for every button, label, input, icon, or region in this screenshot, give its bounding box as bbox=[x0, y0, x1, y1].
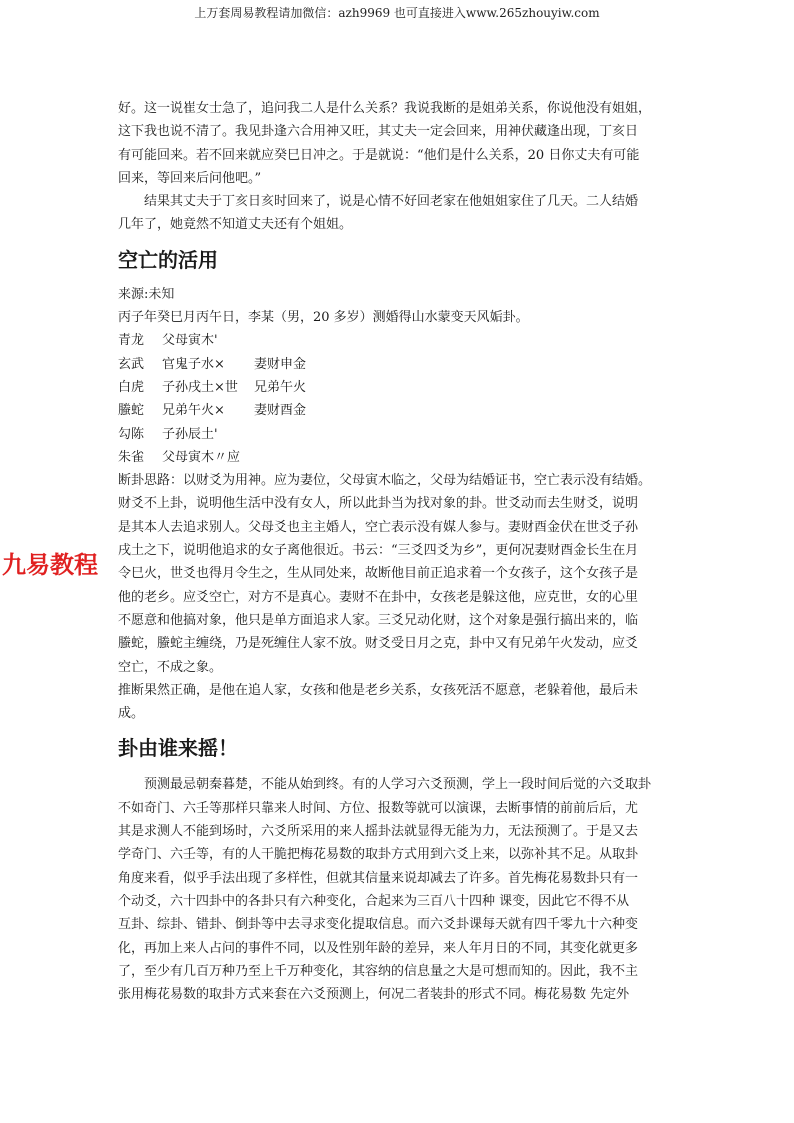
six-god: 勾陈 bbox=[118, 426, 145, 442]
six-god: 玄武 bbox=[118, 356, 145, 372]
text-line: 这下我也说不清了。我见卦逢六合用神又旺，其丈夫一定会回来，用神伏藏逢出现，丁亥日 bbox=[118, 124, 639, 140]
yao-row bbox=[118, 329, 678, 352]
main-yao: 子孙辰土' bbox=[162, 426, 218, 442]
intro-paragraph-2 bbox=[118, 190, 678, 237]
main-yao: 兄弟午火× bbox=[162, 403, 225, 419]
hexagram-table bbox=[118, 329, 678, 469]
source-line: 来源:未知 bbox=[118, 286, 175, 302]
main-yao: 父母寅木〃应 bbox=[162, 449, 241, 465]
six-god: 白虎 bbox=[118, 379, 145, 395]
text-line: 预测最忌朝秦暮楚，不能从始到终。有的人学习六爻预测，学上一段时间后觉的六爻取卦 bbox=[144, 777, 652, 793]
intro-paragraph-1 bbox=[118, 97, 678, 190]
section2-paragraph bbox=[118, 773, 678, 1006]
main-yao: 子孙戌土×世 bbox=[162, 379, 238, 395]
text-line: 他的老乡。应爻空亡，对方不是真心。妻财不在卦中，女孩老是躲这他，应克世，女的心里 bbox=[118, 589, 639, 605]
text-line: 成。 bbox=[118, 706, 145, 722]
text-line: 几年了，她竟然不知道丈夫还有个姐姐。 bbox=[118, 217, 353, 233]
text-line: 戌土之下，说明他追求的女子离他很近。书云：“三爻四爻为乡”，更何况妻财酉金长生在月 bbox=[118, 543, 639, 559]
section-title-kongwang: 空亡的活用 bbox=[118, 247, 218, 272]
text-line: 螣蛇，螣蛇主缠绕，乃是死缠住人家不放。财爻受日月之克，卦中又有兄弟午火发动，应爻 bbox=[118, 636, 639, 652]
main-yao: 父母寅木' bbox=[162, 333, 218, 349]
text-line: 空亡，不成之象。 bbox=[118, 659, 223, 675]
watermark-logo: 九易教程 bbox=[2, 551, 98, 579]
text-line: 结果其丈夫于丁亥日亥时回来了，说是心情不好回老家在他姐姐家住了几天。二人结婚 bbox=[144, 194, 639, 210]
analysis-paragraph bbox=[118, 469, 678, 679]
six-god: 螣蛇 bbox=[118, 403, 145, 419]
text-line: 化，再加上来人占问的事件不同，以及性别年龄的差异，来人年月日的不同，其变化就更多 bbox=[118, 940, 639, 956]
text-line: 张用梅花易数的取卦方式来套在六爻预测上，何况二者装卦的形式不同。梅花易数 先定外 bbox=[118, 987, 630, 1003]
yao-row bbox=[118, 353, 678, 376]
text-line: 了，至少有几百万种乃至上千万种变化，其容纳的信息量之大是可想而知的。因此，我不主 bbox=[118, 963, 639, 979]
document-body bbox=[118, 97, 678, 1006]
page-header: 上万套周易教程请加微信：azh9969 也可直接进入www.265zhouyiw.com bbox=[194, 6, 600, 20]
text-line: 互卦、综卦、错卦、倒卦等中去寻求变化提取信息。而六爻卦课每天就有四千零九十六种变 bbox=[118, 917, 639, 933]
changed-yao: 妻财酉金 bbox=[254, 403, 307, 419]
text-line: 令巳火，世爻也得月令生之，生从同处来，故断他目前正追求着一个女孩子，这个女孩子是 bbox=[118, 566, 639, 582]
section-title-who-shakes: 卦由谁来摇！ bbox=[118, 736, 238, 761]
yao-row bbox=[118, 423, 678, 446]
text-line: 财爻不上卦，说明他生活中没有女人，所以此卦当为找对象的卦。世爻动而去生财爻，说明 bbox=[118, 496, 639, 512]
yao-row bbox=[118, 376, 678, 399]
text-line: 不愿意和他搞对象，他只是单方面追求人家。三爻兄动化财，这个对象是强行搞出来的，临 bbox=[118, 612, 639, 628]
text-line: 是其本人去追求别人。父母爻也主主婚人，空亡表示没有媒人参与。妻财酉金伏在世爻子孙 bbox=[118, 519, 639, 535]
text-line: 断卦思路：以财爻为用神。应为妻位，父母寅木临之，父母为结婚证书，空亡表示没有结婚。 bbox=[118, 473, 652, 489]
yao-row bbox=[118, 446, 678, 469]
changed-yao: 妻财申金 bbox=[254, 356, 307, 372]
text-line: 推断果然正确，是他在追人家，女孩和他是老乡关系，女孩死活不愿意，老躲着他，最后未 bbox=[118, 682, 639, 698]
text-line: 学奇门、六壬等，有的人干脆把梅花易数的取卦方式用到六爻上来，以弥补其不足。从取卦 bbox=[118, 847, 639, 863]
six-god: 青龙 bbox=[118, 333, 145, 349]
text-line: 回来，等回来后问他吧。” bbox=[118, 170, 262, 186]
text-line: 其是求测人不能到场时，六爻所采用的来人摇卦法就显得无能为力，无法预测了。于是又去 bbox=[118, 824, 639, 840]
text-line: 有可能回来。若不回来就应癸巳日冲之。于是就说：“他们是什么关系，20 日你丈夫有可能 bbox=[118, 147, 640, 163]
text-line: 好。这一说崔女士急了，追问我二人是什么关系？我说我断的是姐弟关系，你说他没有姐姐， bbox=[118, 101, 652, 116]
result-paragraph bbox=[118, 679, 678, 726]
case-line: 丙子年癸巳月丙午日，李某（男，20 多岁）测婚得山水蒙变天风姤卦。 bbox=[118, 310, 529, 326]
changed-yao: 兄弟午火 bbox=[254, 379, 307, 395]
text-line: 个动爻，六十四卦中的各卦只有六种变化，合起来为三百八十四种 课变，因此它不得不从 bbox=[118, 893, 630, 909]
yao-row bbox=[118, 399, 678, 422]
text-line: 不如奇门、六壬等那样只靠来人时间、方位、报数等就可以演课，去断事情的前前后后，尤 bbox=[118, 800, 639, 816]
six-god: 朱雀 bbox=[118, 449, 145, 465]
main-yao: 官鬼子水× bbox=[162, 356, 225, 372]
text-line: 角度来看，似乎手法出现了多样性，但就其信量来说却减去了许多。首先梅花易数卦只有一 bbox=[118, 870, 639, 886]
